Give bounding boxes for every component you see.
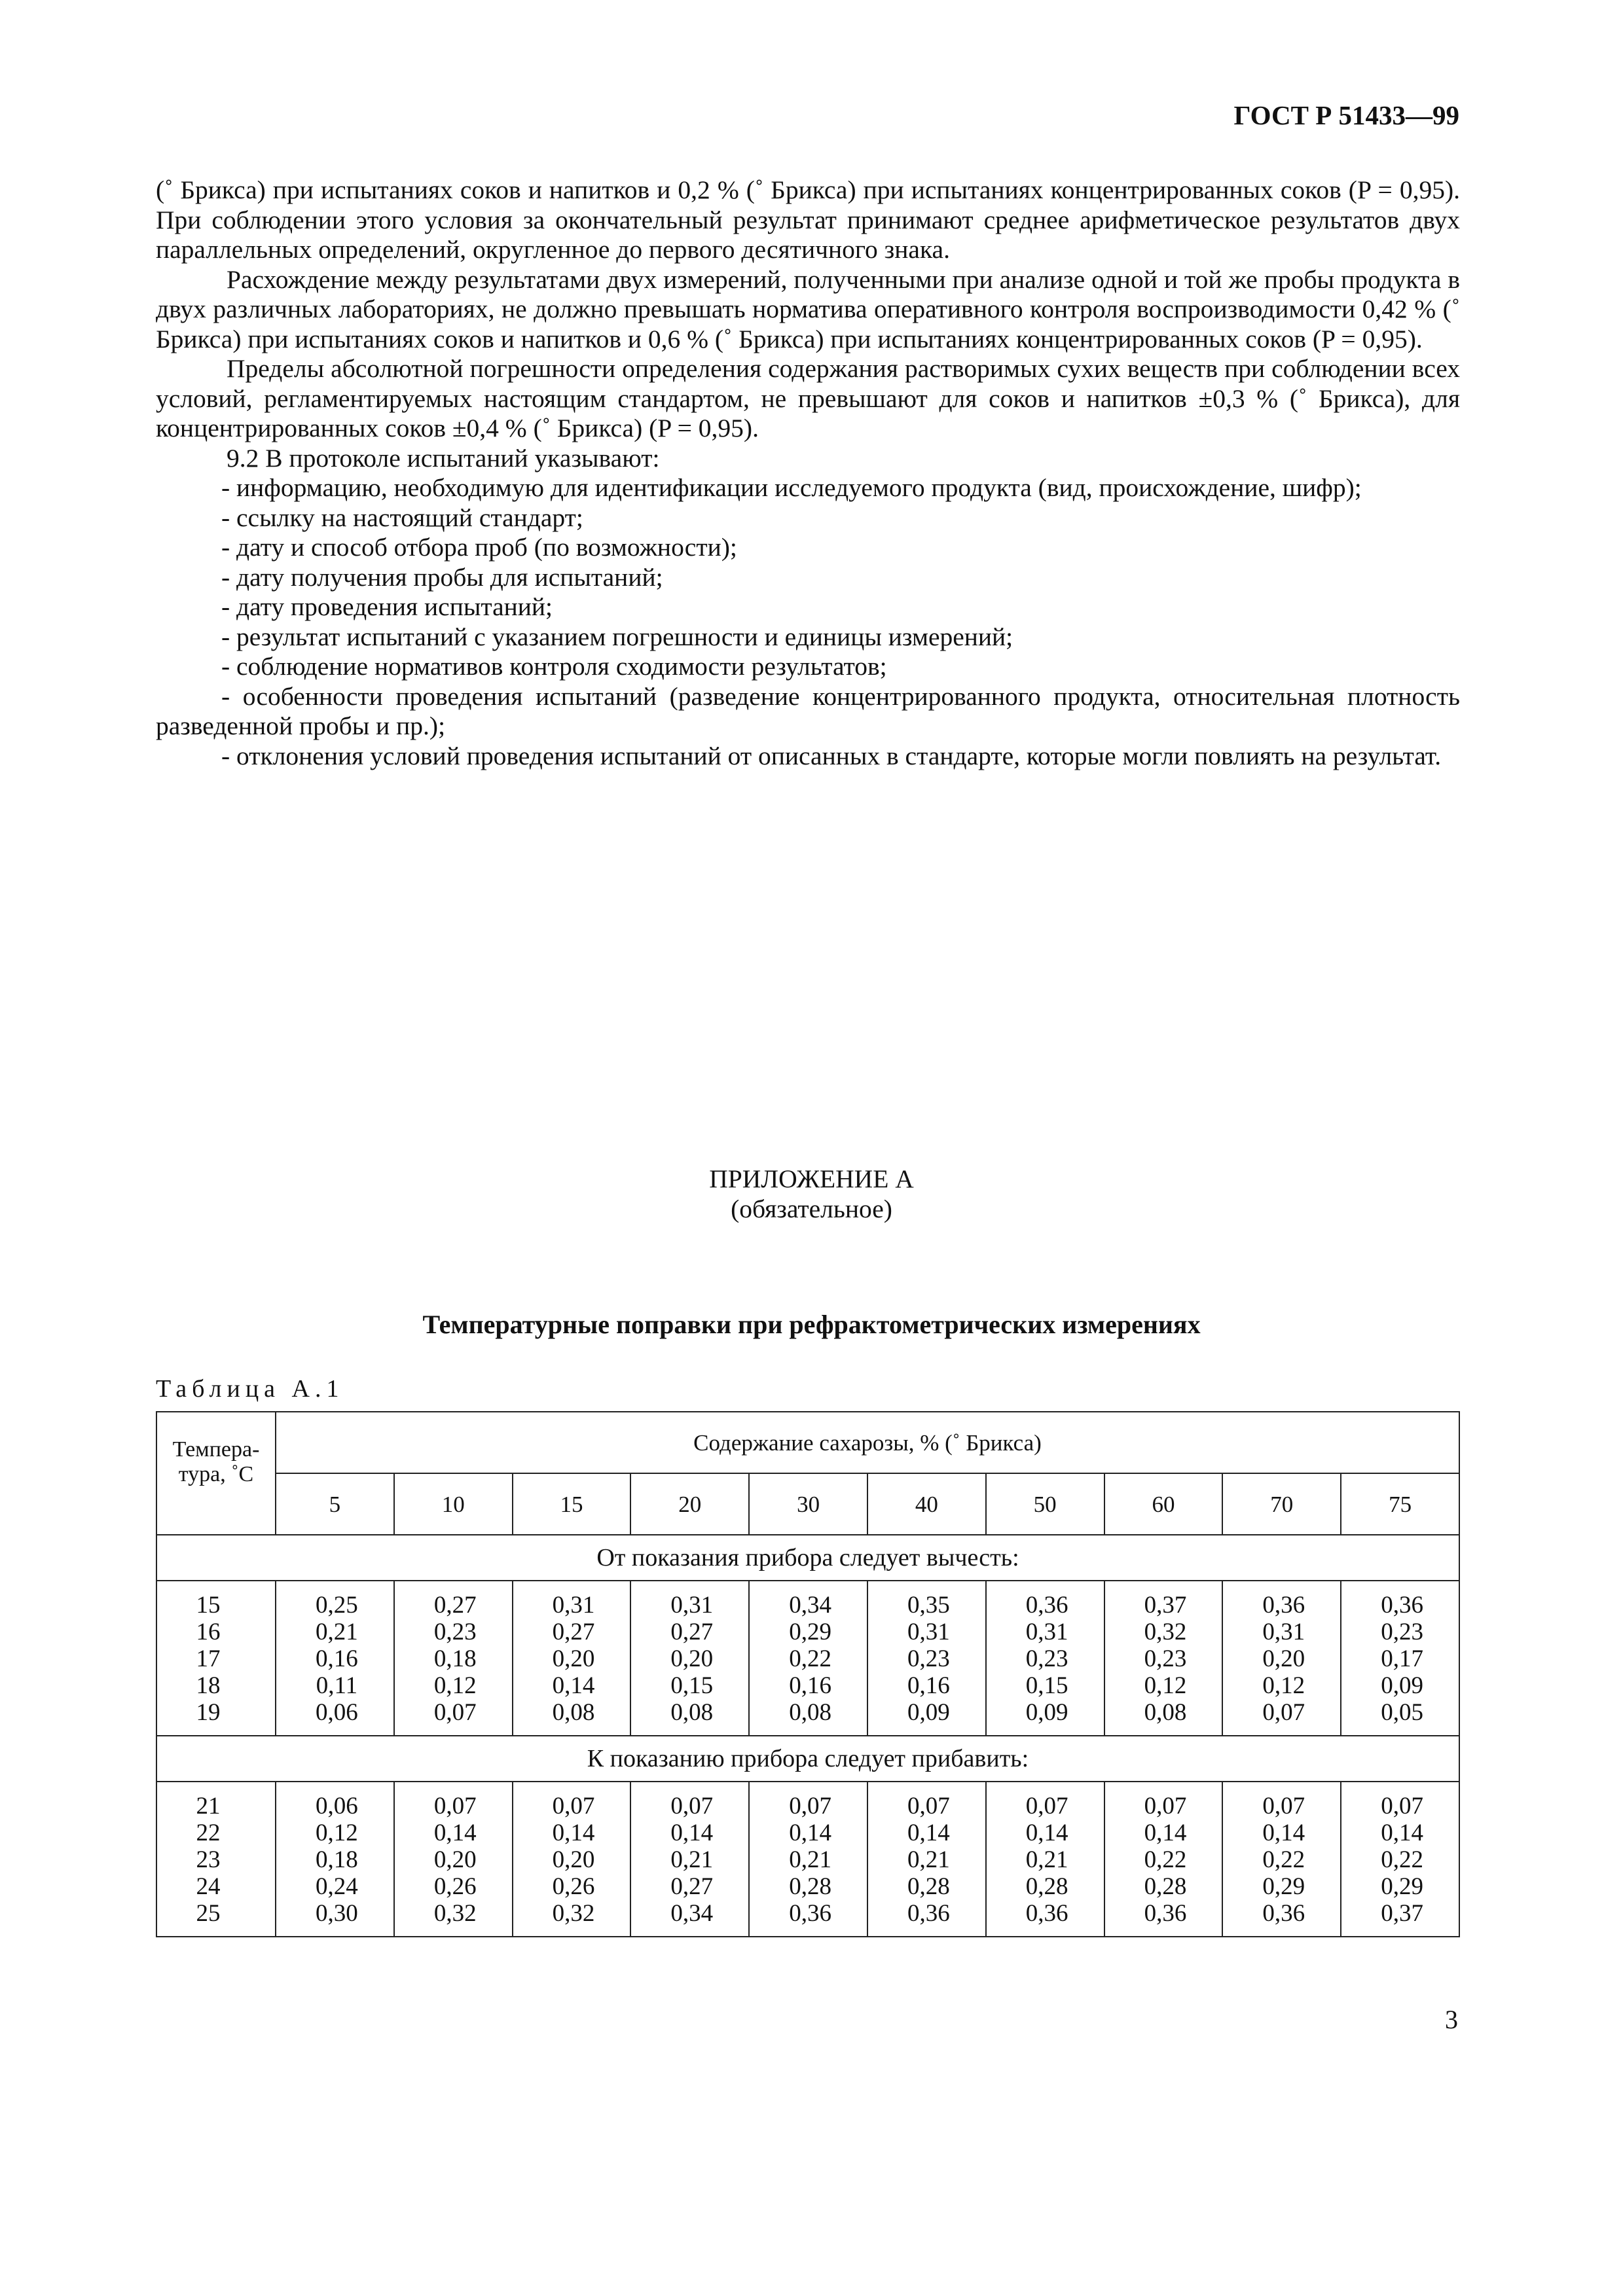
correction-value: 0,36 bbox=[907, 1900, 950, 1927]
correction-cell bbox=[630, 1581, 749, 1736]
temperature-value: 17 bbox=[196, 1645, 221, 1672]
correction-value: 0,20 bbox=[433, 1846, 477, 1873]
correction-value: 0,22 bbox=[1381, 1846, 1423, 1873]
correction-value: 0,27 bbox=[552, 1619, 595, 1645]
table-row bbox=[156, 1581, 1459, 1736]
correction-value: 0,14 bbox=[1025, 1820, 1068, 1846]
correction-value: 0,29 bbox=[789, 1619, 831, 1645]
correction-cell bbox=[986, 1782, 1104, 1937]
correction-value: 0,24 bbox=[316, 1873, 358, 1900]
correction-cell bbox=[276, 1782, 394, 1937]
correction-value: 0,21 bbox=[1025, 1846, 1068, 1873]
correction-value: 0,20 bbox=[552, 1846, 595, 1873]
body-text bbox=[156, 175, 1460, 771]
correction-value: 0,26 bbox=[433, 1873, 477, 1900]
appendix-subtitle: (обязательное) bbox=[731, 1194, 892, 1223]
list-item: - особенности проведения испытаний (разведение концентрированного продукта, относительная плотность разведенной пробы и пр.); bbox=[156, 681, 1460, 740]
correction-value: 0,32 bbox=[552, 1900, 595, 1927]
correction-value: 0,14 bbox=[1144, 1820, 1187, 1846]
correction-value: 0,21 bbox=[789, 1846, 831, 1873]
correction-value: 0,14 bbox=[670, 1820, 714, 1846]
temperature-cell bbox=[156, 1581, 276, 1736]
list-item: - информацию, необходимую для идентификации исследуемого продукта (вид, происхождение, шифр); bbox=[221, 473, 1362, 502]
correction-value: 0,27 bbox=[670, 1873, 714, 1900]
correction-value: 0,22 bbox=[789, 1645, 831, 1672]
section-caption-row bbox=[156, 1535, 1459, 1581]
column-header-row bbox=[156, 1473, 1459, 1535]
correction-value: 0,21 bbox=[316, 1619, 358, 1645]
correction-value: 0,16 bbox=[316, 1645, 358, 1672]
correction-value: 0,07 bbox=[433, 1699, 477, 1726]
correction-value: 0,16 bbox=[907, 1672, 950, 1699]
correction-value: 0,12 bbox=[433, 1672, 477, 1699]
correction-cell bbox=[394, 1581, 513, 1736]
correction-value: 0,15 bbox=[1025, 1672, 1068, 1699]
list-item: - результат испытаний с указанием погрешности и единицы измерений; bbox=[221, 622, 1013, 651]
temperature-value: 23 bbox=[196, 1846, 221, 1873]
correction-value: 0,12 bbox=[1262, 1672, 1305, 1699]
column-header: 10 bbox=[394, 1473, 513, 1535]
correction-value: 0,15 bbox=[670, 1672, 714, 1699]
correction-cell bbox=[749, 1782, 867, 1937]
correction-value: 0,36 bbox=[1381, 1592, 1423, 1619]
list-item: - дату и способ отбора проб (по возможности); bbox=[221, 533, 737, 562]
correction-cell bbox=[630, 1782, 749, 1937]
correction-value: 0,28 bbox=[1144, 1873, 1187, 1900]
list-item: - соблюдение нормативов контроля сходимости результатов; bbox=[221, 652, 887, 681]
correction-cell bbox=[1104, 1782, 1223, 1937]
column-header: 40 bbox=[867, 1473, 986, 1535]
correction-value: 0,05 bbox=[1381, 1699, 1423, 1726]
correction-value: 0,14 bbox=[789, 1820, 831, 1846]
page-number: 3 bbox=[1445, 2005, 1458, 2034]
correction-value: 0,06 bbox=[316, 1699, 358, 1726]
temperature-value: 22 bbox=[196, 1820, 221, 1846]
correction-value: 0,31 bbox=[1262, 1619, 1305, 1645]
correction-value: 0,20 bbox=[1262, 1645, 1305, 1672]
appendix-title: ПРИЛОЖЕНИЕ А bbox=[709, 1164, 914, 1193]
correction-cell bbox=[513, 1581, 631, 1736]
correction-value: 0,18 bbox=[316, 1846, 358, 1873]
paragraph-reproducibility: Расхождение между результатами двух измерений, полученными при анализе одной и той же пробы продукта в двух различных лабораториях, не должно превышать норматива оперативного контроля воспроизводимости 0,42 % (˚ Брикса) при испытаниях соков и напитков и 0,6 % (˚ Брикса) при испытаниях концентрированных соков (P = 0,95). bbox=[156, 264, 1460, 353]
correction-value: 0,34 bbox=[670, 1900, 714, 1927]
correction-value: 0,32 bbox=[1144, 1619, 1187, 1645]
section-caption: К показанию прибора следует прибавить: bbox=[156, 1736, 1459, 1782]
section-caption-row bbox=[156, 1736, 1459, 1782]
temperature-value: 25 bbox=[196, 1900, 221, 1927]
correction-value: 0,11 bbox=[316, 1672, 358, 1699]
correction-value: 0,35 bbox=[907, 1592, 950, 1619]
correction-value: 0,07 bbox=[789, 1793, 831, 1820]
correction-value: 0,07 bbox=[670, 1793, 714, 1820]
correction-value: 0,14 bbox=[907, 1820, 950, 1846]
correction-value: 0,23 bbox=[433, 1619, 477, 1645]
correction-value: 0,29 bbox=[1262, 1873, 1305, 1900]
correction-value: 0,09 bbox=[907, 1699, 950, 1726]
correction-value: 0,16 bbox=[789, 1672, 831, 1699]
correction-cell bbox=[749, 1581, 867, 1736]
correction-value: 0,31 bbox=[1025, 1619, 1068, 1645]
column-header: 75 bbox=[1341, 1473, 1459, 1535]
correction-value: 0,31 bbox=[907, 1619, 950, 1645]
section-caption: От показания прибора следует вычесть: bbox=[156, 1535, 1459, 1581]
correction-value: 0,31 bbox=[552, 1592, 595, 1619]
table-label: Таблица А.1 bbox=[156, 1375, 344, 1403]
correction-cell bbox=[1104, 1581, 1223, 1736]
column-header: 70 bbox=[1222, 1473, 1341, 1535]
correction-value: 0,12 bbox=[316, 1820, 358, 1846]
correction-value: 0,14 bbox=[552, 1820, 595, 1846]
temperature-value: 15 bbox=[196, 1592, 221, 1619]
appendix-heading bbox=[0, 1164, 1623, 1224]
correction-value: 0,32 bbox=[433, 1900, 477, 1927]
correction-value: 0,07 bbox=[1025, 1793, 1068, 1820]
correction-value: 0,20 bbox=[552, 1645, 595, 1672]
document-code-header: ГОСТ Р 51433—99 bbox=[1233, 100, 1459, 130]
correction-value: 0,36 bbox=[789, 1900, 831, 1927]
correction-cell bbox=[276, 1581, 394, 1736]
correction-value: 0,14 bbox=[552, 1672, 595, 1699]
correction-value: 0,37 bbox=[1381, 1900, 1423, 1927]
correction-value: 0,36 bbox=[1262, 1900, 1305, 1927]
temperature-value: 19 bbox=[196, 1699, 221, 1726]
correction-value: 0,08 bbox=[1144, 1699, 1187, 1726]
correction-value: 0,07 bbox=[1144, 1793, 1187, 1820]
list-item: - дату получения пробы для испытаний; bbox=[221, 562, 663, 592]
correction-value: 0,28 bbox=[1025, 1873, 1068, 1900]
table-row bbox=[156, 1782, 1459, 1937]
correction-value: 0,30 bbox=[316, 1900, 358, 1927]
correction-cell bbox=[394, 1782, 513, 1937]
correction-value: 0,27 bbox=[670, 1619, 714, 1645]
column-header: 50 bbox=[986, 1473, 1104, 1535]
correction-value: 0,27 bbox=[433, 1592, 477, 1619]
column-header: 20 bbox=[630, 1473, 749, 1535]
correction-value: 0,36 bbox=[1262, 1592, 1305, 1619]
correction-value: 0,37 bbox=[1144, 1592, 1187, 1619]
correction-value: 0,12 bbox=[1144, 1672, 1187, 1699]
temperature-value: 16 bbox=[196, 1619, 221, 1645]
correction-value: 0,17 bbox=[1381, 1645, 1423, 1672]
list-item: - отклонения условий проведения испытаний от описанных в стандарте, которые могли повлиять на результат. bbox=[221, 741, 1442, 770]
correction-value: 0,07 bbox=[907, 1793, 950, 1820]
temperature-cell bbox=[156, 1782, 276, 1937]
column-header: 30 bbox=[749, 1473, 867, 1535]
correction-cell bbox=[867, 1782, 986, 1937]
correction-value: 0,07 bbox=[433, 1793, 477, 1820]
correction-value: 0,07 bbox=[1262, 1699, 1305, 1726]
column-header: 60 bbox=[1104, 1473, 1223, 1535]
clause-9-2: 9.2 В протоколе испытаний указывают: bbox=[227, 443, 660, 473]
correction-value: 0,23 bbox=[1381, 1619, 1423, 1645]
correction-value: 0,28 bbox=[789, 1873, 831, 1900]
correction-value: 0,22 bbox=[1144, 1846, 1187, 1873]
temperature-value: 24 bbox=[196, 1873, 221, 1900]
temperature-value: 21 bbox=[196, 1793, 221, 1820]
correction-value: 0,07 bbox=[1262, 1793, 1305, 1820]
temperature-correction-table bbox=[156, 1411, 1460, 1937]
correction-value: 0,21 bbox=[670, 1846, 714, 1873]
table-body bbox=[156, 1535, 1459, 1937]
correction-value: 0,08 bbox=[552, 1699, 595, 1726]
correction-value: 0,06 bbox=[316, 1793, 358, 1820]
correction-value: 0,07 bbox=[552, 1793, 595, 1820]
correction-cell bbox=[513, 1782, 631, 1937]
list-item: - дату проведения испытаний; bbox=[221, 592, 553, 621]
correction-value: 0,08 bbox=[789, 1699, 831, 1726]
correction-value: 0,07 bbox=[1381, 1793, 1423, 1820]
correction-value: 0,29 bbox=[1381, 1873, 1423, 1900]
correction-value: 0,21 bbox=[907, 1846, 950, 1873]
list-item: - ссылку на настоящий стандарт; bbox=[221, 503, 583, 532]
correction-value: 0,25 bbox=[316, 1592, 358, 1619]
correction-value: 0,09 bbox=[1381, 1672, 1423, 1699]
correction-cell bbox=[1341, 1782, 1459, 1937]
correction-value: 0,09 bbox=[1025, 1699, 1068, 1726]
correction-value: 0,18 bbox=[433, 1645, 477, 1672]
correction-value: 0,36 bbox=[1025, 1900, 1068, 1927]
temperature-header: Темпера-тура, ˚С bbox=[156, 1412, 276, 1535]
correction-value: 0,14 bbox=[1381, 1820, 1423, 1846]
correction-value: 0,14 bbox=[1262, 1820, 1305, 1846]
correction-cell bbox=[867, 1581, 986, 1736]
correction-value: 0,34 bbox=[789, 1592, 831, 1619]
correction-cell bbox=[1222, 1581, 1341, 1736]
table-title: Температурные поправки при рефрактометрических измерениях bbox=[422, 1310, 1201, 1339]
correction-value: 0,23 bbox=[907, 1645, 950, 1672]
correction-value: 0,22 bbox=[1262, 1846, 1305, 1873]
temperature-value: 18 bbox=[196, 1672, 221, 1699]
correction-value: 0,26 bbox=[552, 1873, 595, 1900]
correction-value: 0,36 bbox=[1025, 1592, 1068, 1619]
sucrose-content-header: Содержание сахарозы, % (˚ Брикса) bbox=[276, 1412, 1459, 1473]
correction-value: 0,36 bbox=[1144, 1900, 1187, 1927]
paragraph-continuation: (˚ Брикса) при испытаниях соков и напитков и 0,2 % (˚ Брикса) при испытаниях концентрированных соков (P = 0,95). При соблюдении этого условия за окончательный результат принимают среднее арифметическое результатов двух параллельных определений, округленное до первого десятичного знака. bbox=[156, 175, 1460, 264]
correction-cell bbox=[1222, 1782, 1341, 1937]
correction-cell bbox=[1341, 1581, 1459, 1736]
column-header: 5 bbox=[276, 1473, 394, 1535]
correction-value: 0,31 bbox=[670, 1592, 714, 1619]
correction-cell bbox=[986, 1581, 1104, 1736]
correction-value: 0,28 bbox=[907, 1873, 950, 1900]
correction-value: 0,08 bbox=[670, 1699, 714, 1726]
correction-value: 0,23 bbox=[1144, 1645, 1187, 1672]
correction-value: 0,23 bbox=[1025, 1645, 1068, 1672]
column-header: 15 bbox=[513, 1473, 631, 1535]
paragraph-error-limits: Пределы абсолютной погрешности определения содержания растворимых сухих веществ при соблюдении всех условий, регламентируемых настоящим стандартом, не превышают для соков и напитков ±0,3 % (˚ Брикса), для концентрированных соков ±0,4 % (˚ Брикса) (P = 0,95). bbox=[156, 354, 1460, 442]
correction-value: 0,14 bbox=[433, 1820, 477, 1846]
correction-value: 0,20 bbox=[670, 1645, 714, 1672]
